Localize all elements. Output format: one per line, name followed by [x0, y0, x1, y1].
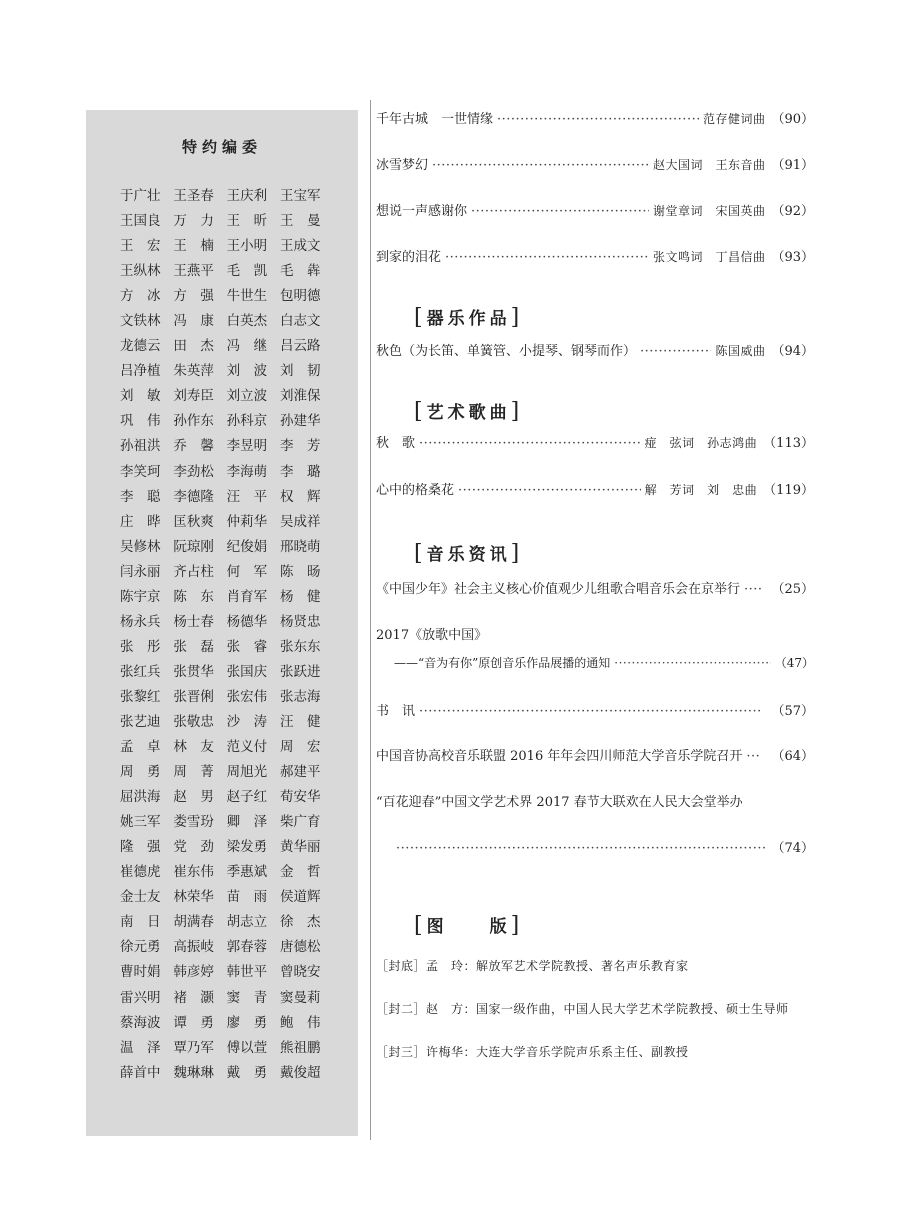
- editor-name-row: [120, 785, 330, 810]
- editor-name-row: [120, 910, 330, 935]
- editor-name: 毛 犇: [279, 263, 321, 280]
- editor-name: 张 磊: [173, 638, 214, 655]
- editor-name: 韩彦婷: [173, 964, 214, 981]
- editor-name: 方 冰: [120, 288, 161, 305]
- editor-name: 廖 勇: [226, 1014, 268, 1031]
- editor-name-row: [120, 1061, 330, 1086]
- editor-name: 周旭光: [226, 764, 268, 781]
- editor-name-row: [120, 359, 330, 384]
- editor-name: 梁发勇: [226, 839, 268, 856]
- editor-name: 郝建平: [279, 764, 321, 781]
- plate-item[interactable]: ［封三］许梅华：大连大学音乐学院声乐系主任、副教授: [376, 1045, 689, 1059]
- editor-name: 巩 伟: [120, 413, 161, 430]
- entry-page: （74）: [771, 841, 814, 856]
- editor-name-row: [120, 960, 330, 985]
- leader-dots: [432, 158, 649, 173]
- editor-name: 党 劲: [173, 839, 214, 856]
- entry-page: （91）: [771, 158, 814, 173]
- editor-name: 南 日: [120, 914, 161, 931]
- column-divider: [370, 100, 371, 1140]
- editor-name: 龙德云: [120, 338, 161, 355]
- editor-name-row: [120, 409, 330, 434]
- editor-name-row: [120, 184, 330, 209]
- editor-name: 张黎红: [120, 688, 161, 705]
- editor-name: 刘 波: [226, 363, 268, 380]
- editor-name: 林 友: [173, 739, 214, 756]
- editor-name: 季惠斌: [226, 864, 268, 881]
- editor-name: 万 力: [173, 213, 214, 230]
- editor-name: 侯道辉: [279, 889, 321, 906]
- toc-entry-title[interactable]: “百花迎春”中国文学艺术界 2017 春节大联欢在人民大会堂举办: [376, 795, 743, 810]
- editor-name: 王纵林: [120, 263, 161, 280]
- editor-name: 王 昕: [226, 213, 268, 230]
- entry-page: （92）: [771, 204, 814, 219]
- editor-name: 张东东: [279, 638, 321, 655]
- editor-name: 高振岐: [173, 939, 214, 956]
- editor-name: 方 强: [173, 288, 214, 305]
- editor-name: 周 菁: [173, 764, 214, 781]
- editor-name-row: [120, 635, 330, 660]
- editor-name: 周 勇: [120, 764, 161, 781]
- editor-name: 赵子红: [226, 789, 268, 806]
- toc-entry[interactable]: [376, 246, 814, 265]
- editor-name: 庄 晔: [120, 513, 161, 530]
- editor-name: 李德隆: [173, 488, 214, 505]
- editor-name: 李海萌: [226, 463, 268, 480]
- editor-name: 隆 强: [120, 839, 161, 856]
- editor-name: 覃乃军: [173, 1039, 214, 1056]
- editor-name-row: [120, 485, 330, 510]
- editor-name: 戴 勇: [226, 1064, 268, 1081]
- section-heading-plates: [图 版]: [414, 913, 524, 938]
- editor-name-row: [120, 209, 330, 234]
- entry-page: （64）: [771, 749, 814, 764]
- entry-credit: 赵大国词 王东音曲: [652, 158, 766, 172]
- editor-name: 李昱明: [226, 438, 268, 455]
- editor-name-row: [120, 535, 330, 560]
- editor-name: 魏琳琳: [173, 1064, 214, 1081]
- entry-title: 想说一声感谢你: [376, 204, 468, 219]
- editor-name-row: [120, 685, 330, 710]
- editor-name: 黄华丽: [279, 839, 321, 856]
- editor-name: 牛世生: [226, 288, 268, 305]
- editor-name: 孙作东: [173, 413, 214, 430]
- editor-name: 李 聪: [120, 488, 161, 505]
- editor-name: 徐元勇: [120, 939, 161, 956]
- editor-name: 阮琼刚: [173, 538, 214, 555]
- editor-name: 李 璐: [279, 463, 321, 480]
- editor-name: 谭 勇: [173, 1014, 214, 1031]
- editor-name-row: [120, 510, 330, 535]
- editor-name: 徐 杰: [279, 914, 321, 931]
- toc-entry[interactable]: [376, 108, 814, 127]
- leader-dots: [419, 436, 641, 451]
- plate-item[interactable]: ［封二］赵 方：国家一级作曲，中国人民大学艺术学院教授、硕士生导师: [376, 1002, 789, 1016]
- editor-name: 文铁林: [120, 313, 161, 330]
- entry-page: （57）: [771, 704, 814, 719]
- editor-name: 卿 泽: [226, 814, 268, 831]
- editor-name-row: [120, 434, 330, 459]
- entry-page: （119）: [763, 483, 814, 498]
- editor-name: 汪 健: [279, 713, 321, 730]
- editor-name: 窦 青: [226, 989, 268, 1006]
- toc-entry[interactable]: [376, 340, 814, 359]
- editor-name: 崔德虎: [120, 864, 161, 881]
- entry-title: ——“音为有你”原创音乐作品展播的通知: [394, 656, 611, 670]
- editor-name: 毛 凯: [226, 263, 268, 280]
- editor-name: 孙祖洪: [120, 438, 161, 455]
- editor-name: 张国庆: [226, 663, 268, 680]
- section-heading-instrumental: [器乐作品]: [414, 305, 524, 330]
- editor-name: 仲莉华: [226, 513, 268, 530]
- editor-name: 杨德华: [226, 613, 268, 630]
- editor-name: 郭春蓉: [226, 939, 268, 956]
- editor-name-row: [120, 284, 330, 309]
- entry-page: （47）: [774, 656, 814, 670]
- special-editors-title: 特约编委: [181, 138, 262, 156]
- editor-name: 孟 卓: [120, 739, 161, 756]
- editor-name: 冯 康: [173, 313, 214, 330]
- editor-name: 张 睿: [226, 638, 268, 655]
- editor-name: 匡秋爽: [173, 513, 214, 530]
- editor-name: 权 辉: [279, 488, 321, 505]
- editor-name: 乔 馨: [173, 438, 214, 455]
- entry-page: （94）: [771, 344, 814, 359]
- editor-name: 薛首中: [120, 1064, 161, 1081]
- editor-name-row: [120, 710, 330, 735]
- editor-name: 汪 平: [226, 488, 268, 505]
- editor-name: 王燕平: [173, 263, 214, 280]
- editor-name: 王 宏: [120, 238, 161, 255]
- editor-name: 崔东伟: [173, 864, 214, 881]
- section-heading-art-songs: [艺术歌曲]: [414, 399, 524, 424]
- editor-name: 熊祖鹏: [279, 1039, 321, 1056]
- editor-name: 王庆利: [226, 188, 268, 204]
- entry-credit: 痖 弦词 孙志鸿曲: [644, 436, 758, 450]
- entry-credit: 陈国威曲: [715, 344, 766, 358]
- editor-name: 吴成祥: [279, 513, 321, 530]
- editor-name: 刘 敏: [120, 388, 161, 405]
- editor-name-row: [120, 610, 330, 635]
- editor-name: 张宏伟: [226, 688, 268, 705]
- editor-name: 温 泽: [120, 1039, 161, 1056]
- editor-name: 曹时娟: [120, 964, 161, 981]
- editor-name: 王国良: [120, 213, 161, 230]
- toc-entry-title[interactable]: 2017《放歌中国》: [376, 628, 488, 643]
- editor-name-row: [120, 986, 330, 1011]
- editor-name: 胡满春: [173, 914, 214, 931]
- editor-name: 王成文: [279, 238, 321, 255]
- editor-name: 陈 东: [173, 588, 214, 605]
- editor-name-row: [120, 384, 330, 409]
- editor-name: 邢晓萌: [279, 538, 321, 555]
- entry-title: 中国音协高校音乐联盟 2016 年年会四川师范大学音乐学院召开: [376, 749, 743, 764]
- leader-dots: [419, 704, 761, 719]
- editor-name: 张艺迪: [120, 713, 161, 730]
- entry-credit: 张文鸣词 丁昌信曲: [652, 250, 766, 264]
- editor-name: 吴修林: [120, 538, 161, 555]
- editor-name: 窦曼莉: [279, 989, 321, 1006]
- editor-name-row: [120, 585, 330, 610]
- editor-name: 雷兴明: [120, 989, 161, 1006]
- editor-name-row: [120, 309, 330, 334]
- editor-name: 王圣春: [173, 188, 214, 204]
- entry-credit: 谢堂章词 宋国英曲: [652, 204, 766, 218]
- editor-name: 白英杰: [226, 313, 268, 330]
- entry-page: （90）: [771, 112, 814, 127]
- entry-title: 《中国少年》社会主义核心价值观少儿组歌合唱音乐会在京举行: [376, 582, 741, 597]
- editor-name: 张志海: [279, 688, 321, 705]
- editor-name: 陈 旸: [279, 563, 321, 580]
- editor-name: 李 芳: [279, 438, 321, 455]
- editor-name: 赵 男: [173, 789, 214, 806]
- entry-title: 千年古城 一世情缘: [376, 112, 494, 127]
- editor-name: 杨贤忠: [279, 613, 321, 630]
- special-editors-panel: [86, 110, 358, 1136]
- editor-name: 娄雪玢: [173, 814, 214, 831]
- editor-name: 包明德: [279, 288, 321, 305]
- toc-entry[interactable]: [376, 578, 814, 597]
- editor-name-row: [120, 660, 330, 685]
- editor-names-list: [120, 184, 330, 1086]
- editor-name: 李笑珂: [120, 463, 161, 480]
- editor-name: 韩世平: [226, 964, 268, 981]
- editor-name: 王 楠: [173, 238, 214, 255]
- entry-title: 冰雪梦幻: [376, 158, 429, 173]
- editor-name: 屈洪海: [120, 789, 161, 806]
- editor-name: 白志文: [279, 313, 321, 330]
- editor-name-row: [120, 234, 330, 259]
- editor-name-row: [120, 334, 330, 359]
- editor-name: 闫永丽: [120, 563, 161, 580]
- editor-name: 张晋俐: [173, 688, 214, 705]
- editor-name: 刘 韧: [279, 363, 321, 380]
- toc-entry[interactable]: [376, 200, 814, 219]
- entry-title: 秋 歌: [376, 436, 416, 451]
- leader-dots: [497, 112, 699, 127]
- editor-name: 齐占柱: [173, 563, 214, 580]
- editor-name: 戴俊超: [279, 1064, 321, 1081]
- section-heading-music-news: [音乐资讯]: [414, 541, 524, 566]
- editor-name: 沙 涛: [226, 713, 268, 730]
- editor-name: 张敬忠: [173, 713, 214, 730]
- editor-name: 田 杰: [173, 338, 214, 355]
- editor-name: 林荣华: [173, 889, 214, 906]
- editor-name-row: [120, 1036, 330, 1061]
- editor-name: 张红兵: [120, 663, 161, 680]
- editor-name: 张 彤: [120, 638, 161, 655]
- editor-name-row: [120, 560, 330, 585]
- editor-name-row: [120, 735, 330, 760]
- editor-name: 何 军: [226, 563, 268, 580]
- entry-title: 心中的格桑花: [376, 483, 455, 498]
- entry-page: （93）: [771, 250, 814, 265]
- editor-name: 刘立波: [226, 388, 268, 405]
- entry-credit: 范存健词曲: [702, 112, 766, 126]
- editor-name: 金士友: [120, 889, 161, 906]
- leader-dots: [746, 749, 761, 764]
- editor-name: 吕净植: [120, 363, 161, 380]
- toc-entry[interactable]: [376, 479, 814, 498]
- entry-page: （25）: [771, 582, 814, 597]
- editor-name: 鲍 伟: [279, 1014, 321, 1031]
- editor-name-row: [120, 835, 330, 860]
- editor-name: 肖育军: [226, 588, 268, 605]
- editor-name: 刘淮保: [279, 388, 321, 405]
- editor-name: 张贯华: [173, 663, 214, 680]
- editor-name-row: [120, 1011, 330, 1036]
- leader-dots: [445, 250, 649, 265]
- editor-name: 孙科京: [226, 413, 268, 430]
- editor-name: 荀安华: [279, 789, 321, 806]
- toc-entry[interactable]: [376, 700, 814, 719]
- leader-dots: [614, 656, 770, 670]
- editor-name-row: [120, 760, 330, 785]
- editor-name-row: [120, 885, 330, 910]
- editor-name: 朱英萍: [173, 363, 214, 380]
- editor-name: 冯 继: [226, 338, 268, 355]
- leader-dots: [396, 841, 767, 856]
- toc-entry-continuation[interactable]: [396, 837, 814, 856]
- editor-name: 姚三军: [120, 814, 161, 831]
- editor-name: 陈宇京: [120, 588, 161, 605]
- editor-name: 李劲松: [173, 463, 214, 480]
- toc-entry[interactable]: [376, 745, 814, 764]
- entry-page: （113）: [763, 436, 814, 451]
- editor-name: 孙建华: [279, 413, 321, 430]
- editor-name-row: [120, 460, 330, 485]
- editor-name: 杨永兵: [120, 613, 161, 630]
- editor-name: 曾晓安: [279, 964, 321, 981]
- editor-name: 王宝军: [279, 188, 321, 204]
- editor-name: 吕云路: [279, 338, 321, 355]
- leader-dots: [458, 483, 641, 498]
- toc-sub-entry[interactable]: [394, 654, 814, 671]
- entry-title: 到家的泪花: [376, 250, 442, 265]
- entry-title: 秋色（为长笛、单簧管、小提琴、钢琴而作）: [376, 344, 637, 359]
- editor-name: 胡志立: [226, 914, 268, 931]
- editor-name-row: [120, 860, 330, 885]
- editor-name-row: [120, 259, 330, 284]
- editor-name: 纪俊娟: [226, 538, 268, 555]
- editor-name: 蔡海波: [120, 1014, 161, 1031]
- editor-name: 周 宏: [279, 739, 321, 756]
- leader-dots: [744, 582, 761, 597]
- editor-name: 刘寿臣: [173, 388, 214, 405]
- editor-name: 王 曼: [279, 213, 321, 230]
- editor-name: 金 哲: [279, 864, 321, 881]
- editor-name: 杨士春: [173, 613, 214, 630]
- editor-name: 苗 雨: [226, 889, 268, 906]
- editor-name: 傅以萱: [226, 1039, 268, 1056]
- toc-entry[interactable]: [376, 432, 814, 451]
- editor-name: 王小明: [226, 238, 268, 255]
- editor-name-row: [120, 810, 330, 835]
- toc-entry[interactable]: [376, 154, 814, 173]
- editor-name: 唐德松: [279, 939, 321, 956]
- entry-title: 书 讯: [376, 704, 416, 719]
- leader-dots: [640, 344, 711, 359]
- editor-name: 杨 健: [279, 588, 321, 605]
- leader-dots: [471, 204, 649, 219]
- editor-name-row: [120, 935, 330, 960]
- editor-name: 褚 灏: [173, 989, 214, 1006]
- editor-name: 柴广育: [279, 814, 321, 831]
- entry-credit: 解 芳词 刘 忠曲: [644, 483, 758, 497]
- plate-item[interactable]: ［封底］孟 玲：解放军艺术学院教授、著名声乐教育家: [376, 959, 689, 973]
- editor-name: 范义付: [226, 739, 268, 756]
- editor-name: 于广壮: [120, 188, 161, 204]
- editor-name: 张跃进: [279, 663, 321, 680]
